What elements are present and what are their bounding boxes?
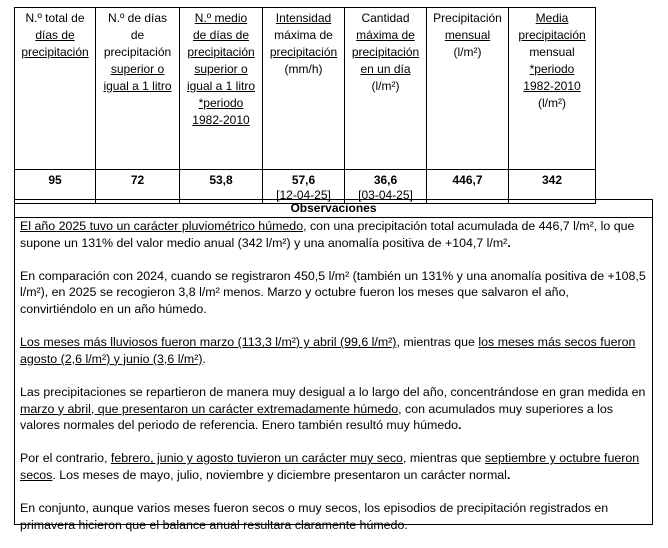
header-line: *periodo (198, 96, 244, 110)
text-run: , con una precipitación total acumulada de 446,7 l/m², lo que supone un 131% del valor medio anual (342 l/m²) y una anomalía positiva de +104,7 l/m² (20, 219, 635, 250)
paragraph-comparison: En comparación con 2024, cuando se registraron 450,5 l/m² (también un 131% y una anomalía positiva de +108,5 l/m²), en 2025 se recogieron 3,8 l/m² menos. Marzo y octubre fueron los meses que salvaron el año, convirtiéndolo en un año húmedo. (20, 268, 646, 316)
header-line: Precipitación (433, 11, 502, 25)
header-line: igual a 1 litro (103, 79, 172, 93)
text-run: . (202, 351, 206, 366)
header-line: superior o (110, 62, 165, 76)
header-line: Cantidad (361, 11, 410, 25)
header-line: (mm/h) (284, 62, 323, 76)
text-run: Los meses más lluviosos fueron marzo (113,3 l/m²) y abril (99,6 l/m²) (20, 335, 397, 350)
header-line: Media (535, 11, 569, 25)
header-max-daily-amount (345, 8, 427, 170)
text-run: . Los meses de mayo, julio, noviembre y diciembre presentaron un carácter normal (52, 467, 507, 482)
header-line: (l/m²) (538, 96, 566, 110)
header-line: precipitación (518, 28, 586, 42)
header-mean-monthly-precipitation (509, 8, 596, 170)
header-line: mensual (529, 45, 575, 59)
header-days-over-1l (96, 8, 180, 170)
value-monthly-precipitation: 446,7 (452, 173, 483, 187)
value-max-daily-amount: 36,6 (373, 173, 398, 187)
value-mean-monthly-precipitation: 342 (541, 173, 563, 187)
paragraph-dry-months (20, 450, 646, 483)
header-line: N.º total de (25, 11, 85, 25)
header-line: precipitación (187, 45, 255, 59)
text-run: Las precipitaciones se repartieron de manera muy desigual a lo largo del año, concentrándose en gran medida en (20, 384, 646, 399)
date-max-intensity: [12-04-25] (276, 188, 331, 202)
paragraph-summary (20, 218, 646, 251)
header-line: precipitación (351, 45, 420, 59)
header-max-intensity (263, 8, 345, 170)
header-line: N.º de días (107, 11, 168, 25)
text-run: . (507, 235, 511, 250)
header-mean-days (180, 8, 263, 170)
text-run: Por el contrario, (20, 451, 111, 466)
header-line: superior o (194, 62, 248, 76)
paragraph-distribution (20, 384, 646, 434)
precipitation-table (14, 7, 596, 204)
header-line: días de (35, 28, 75, 42)
header-line: igual a 1 litro (186, 79, 256, 93)
text-run: , mientras que (396, 335, 479, 350)
paragraph-months (20, 334, 646, 367)
header-line: Intensidad (275, 11, 332, 25)
header-line: (l/m²) (453, 45, 482, 59)
observations-box (14, 199, 653, 532)
text-run: El año 2025 tuvo un carácter pluviométrico húmedo (20, 219, 304, 233)
observations-body (15, 218, 652, 533)
paragraph-conclusion: En conjunto, aunque varios meses fueron secos o muy secos, los episodios de precipitación registrados en primavera hicieron que el balance anual resultara claramente húmedo. (20, 501, 609, 532)
header-line: de (130, 28, 145, 42)
text-run: septiembre y octubre fueron secos (20, 451, 640, 482)
header-total-days (15, 8, 96, 170)
value-mean-days: 53,8 (209, 173, 233, 187)
header-line: *periodo (529, 62, 575, 76)
text-run: febrero, junio y agosto tuvieron un carácter muy seco (110, 451, 403, 466)
header-monthly-precipitation (427, 8, 509, 170)
text-run: , mientras que (402, 451, 485, 466)
header-line: máxima de (274, 28, 333, 42)
text-run: , con acumulados muy superiores a los valores normales del periodo de referencia. Enero también resultó muy húmedo (20, 401, 614, 433)
header-line: 1982-2010 (523, 79, 581, 93)
text-run: . (458, 418, 462, 433)
header-line: 1982-2010 (192, 113, 250, 127)
header-line: de días de (192, 28, 250, 42)
header-line: precipitación (269, 45, 338, 59)
header-line: precipitación (103, 45, 172, 59)
header-line: precipitación (21, 45, 89, 59)
observations-title: Observaciones (15, 200, 652, 218)
text-run: . (506, 467, 511, 482)
value-total-days: 95 (48, 173, 62, 187)
header-line: mensual (444, 28, 491, 42)
header-line: N.º medio (194, 11, 248, 25)
text-run: marzo y abril, que presentaron un carácter extremadamente húmedo (20, 401, 399, 416)
value-max-intensity: 57,6 (291, 173, 316, 187)
header-line: en un día (360, 62, 411, 76)
date-max-daily-amount: [03-04-25] (358, 188, 413, 202)
header-line: (l/m²) (371, 79, 400, 93)
text-run: los meses más secos fueron agosto (2,6 l/m²) y junio (3,6 l/m²) (20, 335, 636, 366)
value-days-over-1l: 72 (130, 173, 145, 187)
table-header-row (15, 8, 596, 170)
header-line: máxima de (356, 28, 415, 42)
